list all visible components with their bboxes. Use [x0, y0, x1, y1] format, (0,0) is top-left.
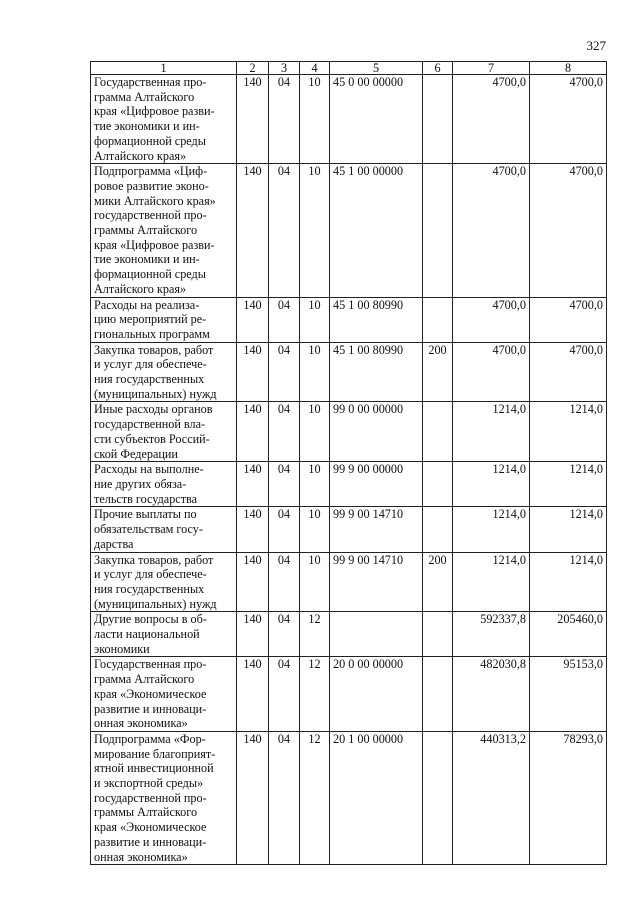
ministry-code-cell: 140	[237, 402, 269, 462]
ministry-code-cell: 140	[237, 731, 269, 864]
target-article-cell	[330, 612, 423, 657]
amount-year2-cell: 4700,0	[530, 297, 607, 342]
amount-year2-cell: 1214,0	[530, 402, 607, 462]
target-article-cell: 99 0 00 00000	[330, 402, 423, 462]
expense-name-cell: Другие вопросы в об- ласти национальной экономики	[91, 612, 237, 657]
amount-year2-cell: 4700,0	[530, 75, 607, 164]
target-article-cell: 99 9 00 14710	[330, 552, 423, 612]
target-article-cell: 20 0 00 00000	[330, 657, 423, 732]
subsection-code-cell: 10	[300, 552, 330, 612]
target-article-cell: 45 0 00 00000	[330, 75, 423, 164]
expense-type-cell	[423, 507, 453, 552]
section-code-cell: 04	[269, 164, 300, 297]
header-cell: 3	[269, 62, 300, 75]
section-code-cell: 04	[269, 342, 300, 402]
expense-type-cell	[423, 462, 453, 507]
section-code-cell: 04	[269, 552, 300, 612]
subsection-code-cell: 12	[300, 657, 330, 732]
expense-type-cell	[423, 731, 453, 864]
subsection-code-cell: 10	[300, 402, 330, 462]
target-article-cell: 20 1 00 00000	[330, 731, 423, 864]
subsection-code-cell: 12	[300, 612, 330, 657]
ministry-code-cell: 140	[237, 164, 269, 297]
amount-year1-cell: 4700,0	[453, 164, 530, 297]
ministry-code-cell: 140	[237, 342, 269, 402]
target-article-cell: 45 1 00 80990	[330, 297, 423, 342]
expense-name-cell: Расходы на реализа- цию мероприятий ре- гиональных программ	[91, 297, 237, 342]
expense-type-cell	[423, 612, 453, 657]
amount-year2-cell: 1214,0	[530, 507, 607, 552]
expense-type-cell: 200	[423, 342, 453, 402]
section-code-cell: 04	[269, 731, 300, 864]
table-row	[91, 657, 607, 732]
header-cell: 5	[330, 62, 423, 75]
table-row	[91, 297, 607, 342]
amount-year2-cell: 4700,0	[530, 164, 607, 297]
section-code-cell: 04	[269, 297, 300, 342]
table-row	[91, 507, 607, 552]
ministry-code-cell: 140	[237, 297, 269, 342]
amount-year2-cell: 205460,0	[530, 612, 607, 657]
header-cell: 8	[530, 62, 607, 75]
amount-year2-cell: 1214,0	[530, 462, 607, 507]
table-row	[91, 731, 607, 864]
table-row	[91, 612, 607, 657]
page-number: 327	[586, 38, 606, 53]
amount-year1-cell: 4700,0	[453, 342, 530, 402]
amount-year1-cell: 482030,8	[453, 657, 530, 732]
amount-year1-cell: 1214,0	[453, 462, 530, 507]
amount-year2-cell: 78293,0	[530, 731, 607, 864]
target-article-cell: 99 9 00 00000	[330, 462, 423, 507]
section-code-cell: 04	[269, 462, 300, 507]
expense-type-cell	[423, 164, 453, 297]
subsection-code-cell: 10	[300, 297, 330, 342]
header-cell: 1	[91, 62, 237, 75]
subsection-code-cell: 10	[300, 507, 330, 552]
amount-year1-cell: 1214,0	[453, 402, 530, 462]
target-article-cell: 45 1 00 00000	[330, 164, 423, 297]
expense-type-cell	[423, 75, 453, 164]
expense-type-cell	[423, 657, 453, 732]
amount-year1-cell: 592337,8	[453, 612, 530, 657]
amount-year1-cell: 440313,2	[453, 731, 530, 864]
section-code-cell: 04	[269, 75, 300, 164]
subsection-code-cell: 10	[300, 164, 330, 297]
expense-name-cell: Закупка товаров, работ и услуг для обеспече- ния государственных (муниципальных) нужд	[91, 342, 237, 402]
expense-type-cell: 200	[423, 552, 453, 612]
ministry-code-cell: 140	[237, 612, 269, 657]
subsection-code-cell: 10	[300, 462, 330, 507]
table-row	[91, 164, 607, 297]
amount-year2-cell: 1214,0	[530, 552, 607, 612]
expense-name-cell: Иные расходы органов государственной вла- сти субъектов Россий- ской Федерации	[91, 402, 237, 462]
expense-name-cell: Прочие выплаты по обязательствам госу- дарства	[91, 507, 237, 552]
ministry-code-cell: 140	[237, 462, 269, 507]
expense-name-cell: Подпрограмма «Циф- ровое развитие эконо- мики Алтайского края» государственной про- граммы Алтайского края «Цифровое разви- тие экономики и ин- формационной среды Алтайского края»	[91, 164, 237, 297]
header-cell: 2	[237, 62, 269, 75]
target-article-cell: 45 1 00 80990	[330, 342, 423, 402]
expense-type-cell	[423, 402, 453, 462]
header-cell: 7	[453, 62, 530, 75]
expense-name-cell: Расходы на выполне- ние других обяза- тельств государства	[91, 462, 237, 507]
ministry-code-cell: 140	[237, 75, 269, 164]
section-code-cell: 04	[269, 612, 300, 657]
table-row	[91, 342, 607, 402]
expense-name-cell: Подпрограмма «Фор- мирование благоприят- ятной инвестиционной и экспортной среды» государственной про- граммы Алтайского края «Экономическое развитие и инноваци- онная экономика»	[91, 731, 237, 864]
expense-name-cell: Закупка товаров, работ и услуг для обеспече- ния государственных (муниципальных) нужд	[91, 552, 237, 612]
ministry-code-cell: 140	[237, 507, 269, 552]
section-code-cell: 04	[269, 657, 300, 732]
subsection-code-cell: 10	[300, 342, 330, 402]
table-row	[91, 462, 607, 507]
expense-name-cell: Государственная про- грамма Алтайского края «Цифровое разви- тие экономики и ин- формационной среды Алтайского края»	[91, 75, 237, 164]
subsection-code-cell: 10	[300, 75, 330, 164]
header-cell: 6	[423, 62, 453, 75]
section-code-cell: 04	[269, 402, 300, 462]
amount-year1-cell: 4700,0	[453, 297, 530, 342]
amount-year2-cell: 4700,0	[530, 342, 607, 402]
amount-year2-cell: 95153,0	[530, 657, 607, 732]
amount-year1-cell: 1214,0	[453, 507, 530, 552]
table-header-row	[91, 62, 607, 75]
ministry-code-cell: 140	[237, 657, 269, 732]
section-code-cell: 04	[269, 507, 300, 552]
amount-year1-cell: 1214,0	[453, 552, 530, 612]
target-article-cell: 99 9 00 14710	[330, 507, 423, 552]
budget-table	[90, 61, 607, 865]
table-row	[91, 402, 607, 462]
table-row	[91, 552, 607, 612]
expense-name-cell: Государственная про- грамма Алтайского края «Экономическое развитие и инноваци- онная экономика»	[91, 657, 237, 732]
expense-type-cell	[423, 297, 453, 342]
table-row	[91, 75, 607, 164]
ministry-code-cell: 140	[237, 552, 269, 612]
header-cell: 4	[300, 62, 330, 75]
amount-year1-cell: 4700,0	[453, 75, 530, 164]
subsection-code-cell: 12	[300, 731, 330, 864]
